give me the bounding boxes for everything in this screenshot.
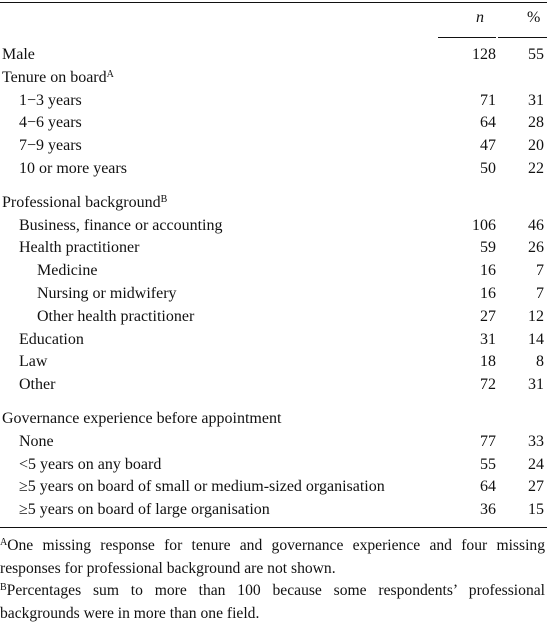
footnote-marker: A <box>106 68 114 80</box>
cell-percent: 31 <box>528 91 544 109</box>
cell-percent <box>496 67 547 90</box>
row-label-text: Governance experience before appointment <box>2 409 282 427</box>
cell-percent: 20 <box>528 137 544 155</box>
bottom-rule <box>0 527 547 528</box>
footnote-text: Percentages sum to more than 100 because some respondents’ professional backgrounds were in more than one field. <box>0 582 545 622</box>
cell-percent: 27 <box>528 478 544 496</box>
footnote-marker: A <box>0 537 8 548</box>
cell-n: 55 <box>480 455 496 473</box>
row-label <box>0 90 436 113</box>
row-label <box>0 431 436 454</box>
cell-percent: 55 <box>528 46 544 63</box>
table-row <box>0 454 547 477</box>
table-row <box>0 431 547 454</box>
cell-percent: 31 <box>528 376 544 394</box>
table-row <box>0 112 547 135</box>
table-row <box>0 476 547 499</box>
row-label-text: Tenure on board <box>2 68 107 86</box>
row-label <box>0 67 436 90</box>
table-row <box>0 408 547 431</box>
header-rule-percent <box>498 37 547 38</box>
row-label <box>0 135 436 158</box>
cell-percent: 15 <box>528 501 544 519</box>
table-row <box>0 260 547 283</box>
cell-percent: 7 <box>536 262 544 280</box>
cell-n: 64 <box>480 478 496 496</box>
table-row <box>0 44 547 67</box>
column-header-n: n <box>476 9 484 26</box>
table-row <box>0 374 547 397</box>
row-label <box>0 237 436 260</box>
row-label-text: Health practitioner <box>19 239 140 257</box>
row-label-text: Business, finance or accounting <box>19 216 223 234</box>
cell-n: 27 <box>480 307 496 325</box>
row-label-text: Medicine <box>37 262 98 280</box>
cell-n: 31 <box>480 330 496 348</box>
cell-percent: 22 <box>528 159 544 177</box>
cell-n: 36 <box>480 501 496 519</box>
row-label-text: 4−6 years <box>19 114 82 132</box>
table-header <box>0 0 547 38</box>
row-label-text: ≥5 years on board of small or medium-sized organisation <box>19 478 385 496</box>
row-label-text: ≥5 years on board of large organisation <box>19 501 270 519</box>
row-label-text: 7−9 years <box>19 137 82 155</box>
cell-percent: 33 <box>528 432 544 450</box>
row-label <box>0 192 436 215</box>
cell-percent: 8 <box>536 353 544 371</box>
cell-n: 72 <box>480 376 496 394</box>
section-gap <box>0 397 547 408</box>
cell-percent: 14 <box>528 330 544 348</box>
row-label <box>0 260 436 283</box>
column-header-percent: % <box>527 9 541 26</box>
row-label <box>0 454 436 477</box>
row-label-text: Law <box>19 353 48 371</box>
section-gap <box>0 181 547 192</box>
cell-percent: 7 <box>536 284 544 302</box>
row-label-text: <5 years on any board <box>19 455 162 473</box>
cell-percent: 12 <box>528 307 544 325</box>
row-label-text: Nursing or midwifery <box>37 284 177 302</box>
row-label-text: Professional background <box>2 193 161 211</box>
footnote <box>0 535 545 580</box>
cell-n <box>436 67 496 90</box>
row-label <box>0 351 436 374</box>
cell-n: 16 <box>480 262 496 280</box>
cell-n: 77 <box>480 432 496 450</box>
table-row <box>0 135 547 158</box>
row-label-text: 10 or more years <box>19 159 127 177</box>
row-label <box>0 408 436 431</box>
row-label-text: 1−3 years <box>19 91 82 109</box>
footnote-marker: B <box>0 582 7 593</box>
row-label <box>0 374 436 397</box>
cell-n <box>436 408 496 431</box>
footnote-text: One missing response for tenure and governance experience and four missing responses for professional background are not shown. <box>0 537 545 577</box>
row-label-text: Education <box>19 330 84 348</box>
row-label <box>0 329 436 352</box>
table-notes <box>0 535 545 625</box>
cell-n: 128 <box>472 46 496 63</box>
table-row <box>0 351 547 374</box>
data-table <box>0 44 547 522</box>
table-row <box>0 215 547 238</box>
table-row <box>0 283 547 306</box>
cell-n: 50 <box>480 159 496 177</box>
row-label <box>0 499 436 522</box>
row-label-text: Male <box>2 46 35 63</box>
row-label <box>0 158 436 181</box>
cell-n: 18 <box>480 353 496 371</box>
cell-percent: 24 <box>528 455 544 473</box>
table-row <box>0 158 547 181</box>
cell-n: 64 <box>480 114 496 132</box>
row-label <box>0 215 436 238</box>
row-label <box>0 112 436 135</box>
row-label <box>0 306 436 329</box>
cell-n: 47 <box>480 137 496 155</box>
footnote <box>0 580 545 625</box>
table-row <box>0 192 547 215</box>
footnote-marker: B <box>160 193 168 205</box>
table-row <box>0 306 547 329</box>
row-label-text: Other <box>19 376 56 394</box>
cell-n: 16 <box>480 284 496 302</box>
table-row <box>0 499 547 522</box>
row-label-text: None <box>19 432 54 450</box>
table-row <box>0 329 547 352</box>
row-label-text: Other health practitioner <box>37 307 195 325</box>
cell-n: 106 <box>472 216 496 234</box>
cell-n <box>436 192 496 215</box>
header-rule-n <box>438 37 496 38</box>
cell-percent: 46 <box>528 216 544 234</box>
row-label <box>0 283 436 306</box>
cell-n: 71 <box>480 91 496 109</box>
cell-percent: 28 <box>528 114 544 132</box>
cell-percent <box>496 192 547 215</box>
cell-percent: 26 <box>528 239 544 257</box>
table-row <box>0 90 547 113</box>
table-row <box>0 237 547 260</box>
row-label <box>0 476 436 499</box>
row-label <box>0 44 436 67</box>
cell-percent <box>496 408 547 431</box>
table-row <box>0 67 547 90</box>
cell-n: 59 <box>480 239 496 257</box>
